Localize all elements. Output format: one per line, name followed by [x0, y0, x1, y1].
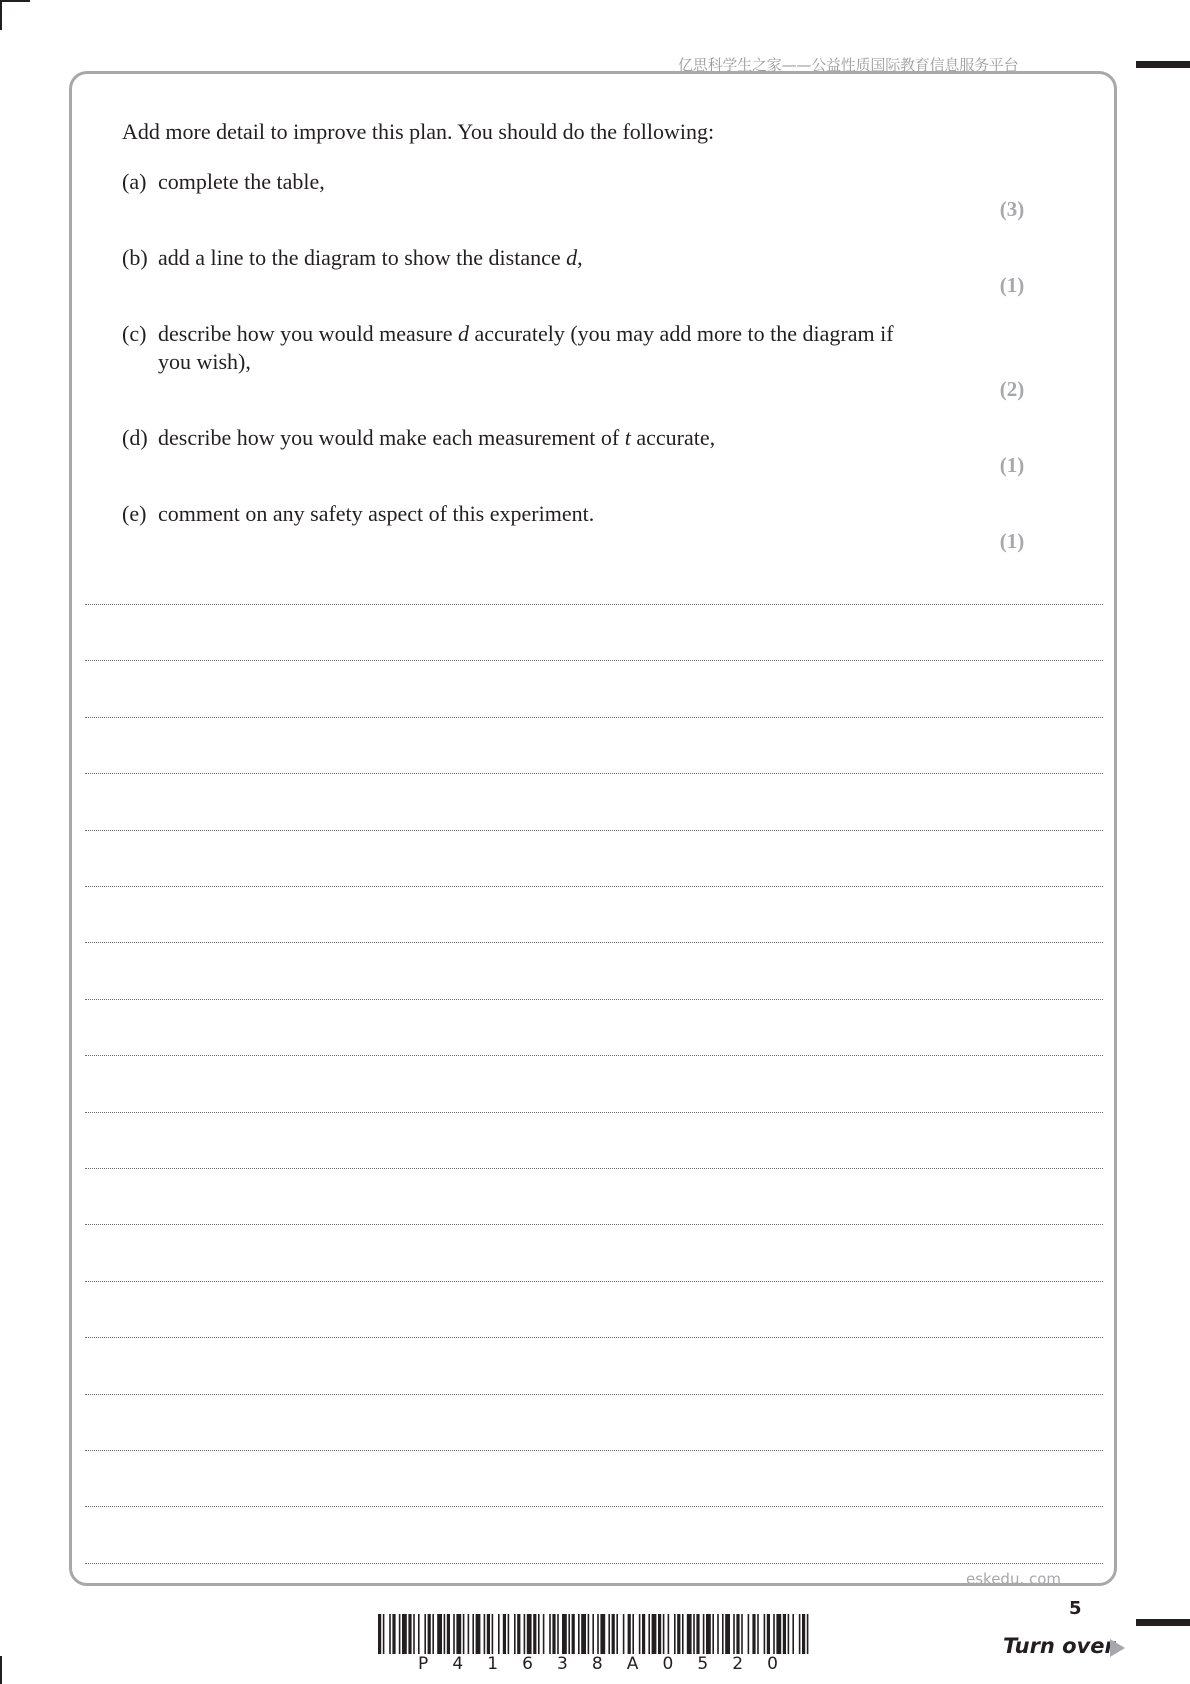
- barcode-bar: [717, 1614, 719, 1654]
- barcode-bar: [612, 1614, 615, 1654]
- barcode-bar: [773, 1614, 775, 1654]
- barcode-bar: [764, 1614, 766, 1654]
- answer-line[interactable]: [85, 1394, 1103, 1395]
- barcode-bar: [792, 1614, 794, 1654]
- barcode-bar: [608, 1614, 610, 1654]
- question-intro: Add more detail to improve this plan. You should do the following:: [122, 119, 715, 144]
- barcode-bar: [767, 1614, 770, 1654]
- barcode-bar: [648, 1614, 650, 1654]
- barcode-bar: [682, 1614, 684, 1654]
- barcode-digit: 0: [767, 1654, 778, 1674]
- barcode-digit: 5: [697, 1654, 709, 1674]
- barcode-bar: [623, 1614, 625, 1654]
- barcode-bar: [799, 1614, 801, 1654]
- barcode-bar: [693, 1614, 695, 1654]
- barcode-bar: [428, 1614, 431, 1654]
- barcode-bar: [600, 1614, 605, 1654]
- barcode-bar: [802, 1614, 805, 1654]
- barcode-bar: [524, 1614, 526, 1654]
- barcode-bar: [736, 1614, 739, 1654]
- barcode-bar: [628, 1614, 631, 1654]
- part-text: describe how you would measure d accurately (you may add more to the diagram if you wish),: [158, 321, 894, 374]
- footer-watermark: eskedu. com: [966, 1570, 1062, 1588]
- barcode-bar: [514, 1614, 516, 1654]
- marks-part-c: (2): [999, 377, 1025, 401]
- barcode-bar: [639, 1614, 641, 1654]
- barcode-bar: [616, 1614, 618, 1654]
- barcode-bar: [668, 1614, 670, 1654]
- barcode-bar: [543, 1614, 545, 1654]
- barcode-bar: [562, 1614, 567, 1654]
- barcode-bar: [424, 1614, 426, 1654]
- crop-mark-bottom-left: [0, 1656, 2, 1684]
- part-text: describe how you would make each measurement of t accurate,: [158, 425, 716, 450]
- barcode-bar: [453, 1614, 455, 1654]
- barcode-bar: [476, 1614, 481, 1654]
- barcode-bar: [783, 1614, 786, 1654]
- barcode-digit: A: [626, 1654, 639, 1674]
- barcode-bar: [392, 1614, 395, 1654]
- barcode-bar: [658, 1614, 661, 1654]
- barcode-bar: [413, 1614, 415, 1654]
- answer-line[interactable]: [85, 1337, 1103, 1338]
- answer-line[interactable]: [85, 604, 1103, 605]
- marks-part-b: (1): [999, 273, 1025, 297]
- answer-line[interactable]: [85, 717, 1103, 718]
- barcode-bar: [498, 1614, 500, 1654]
- barcode-bar: [517, 1614, 520, 1654]
- header-watermark: 亿思科学生之家——公益性质国际教育信息服务平台: [678, 56, 1019, 74]
- part-label: (a): [122, 169, 147, 194]
- barcode-bar: [447, 1614, 450, 1654]
- barcode-bar: [487, 1614, 490, 1654]
- barcode-bar: [632, 1614, 634, 1654]
- barcode-bar: [552, 1614, 555, 1654]
- barcode-bar: [674, 1614, 676, 1654]
- barcode-bar: [538, 1614, 540, 1654]
- barcode-bar: [642, 1614, 645, 1654]
- barcode-digit: 0: [662, 1654, 674, 1674]
- barcode-bar: [389, 1614, 391, 1654]
- barcode-bar: [408, 1614, 411, 1654]
- barcode-bar: [706, 1614, 711, 1654]
- part-text: comment on any safety aspect of this experiment.: [158, 501, 595, 526]
- barcode-digit: 8: [591, 1654, 603, 1674]
- marks-part-e: (1): [999, 529, 1025, 553]
- barcode-digit: 1: [487, 1654, 499, 1674]
- marks-part-a: (3): [999, 197, 1025, 221]
- marks-part-d: (1): [999, 453, 1025, 477]
- turn-over-label: Turn over: [1003, 1634, 1115, 1658]
- barcode-bar: [572, 1614, 575, 1654]
- barcode-digit: 4: [452, 1654, 464, 1674]
- barcode-bar: [663, 1614, 665, 1654]
- answer-line[interactable]: [85, 942, 1103, 943]
- answer-line[interactable]: [85, 886, 1103, 887]
- barcode-bar: [807, 1614, 809, 1654]
- barcode-bar: [418, 1614, 420, 1654]
- barcode-bar: [578, 1614, 580, 1654]
- barcode-bar: [703, 1614, 705, 1654]
- barcode-bar: [557, 1614, 559, 1654]
- crop-mark-top-left-horizontal: [0, 0, 30, 2]
- barcode-bar: [399, 1614, 401, 1654]
- barcode-digits: [418, 1654, 778, 1674]
- barcode-bar: [696, 1614, 699, 1654]
- barcode-bar: [788, 1614, 790, 1654]
- barcode-bar: [752, 1614, 755, 1654]
- barcode-bar: [741, 1614, 743, 1654]
- part-label: (d): [122, 425, 148, 450]
- barcode-digit: 2: [732, 1654, 744, 1674]
- barcode-bar: [472, 1614, 474, 1654]
- part-text: complete the table,: [158, 169, 325, 194]
- barcode-bar: [776, 1614, 781, 1654]
- barcode-bar: [503, 1614, 506, 1654]
- barcode-bar: [725, 1614, 730, 1654]
- barcode-bar: [687, 1614, 692, 1654]
- barcode-bar: [733, 1614, 735, 1654]
- barcode-bar: [592, 1614, 594, 1654]
- barcode-bar: [484, 1614, 486, 1654]
- answer-line[interactable]: [85, 1055, 1103, 1056]
- barcode-digit: 3: [557, 1654, 568, 1674]
- barcode-bar: [463, 1614, 465, 1654]
- answer-line[interactable]: [85, 1563, 1103, 1564]
- part-label: (c): [122, 321, 147, 346]
- barcode-bar: [568, 1614, 570, 1654]
- answer-frame: [69, 71, 1117, 1586]
- edge-tab-bottom-right: [1136, 1619, 1190, 1626]
- barcode-bar: [677, 1614, 680, 1654]
- answer-line[interactable]: [85, 660, 1103, 661]
- answer-line[interactable]: [85, 1112, 1103, 1113]
- barcode-bar: [597, 1614, 599, 1654]
- barcode-bar: [748, 1614, 750, 1654]
- answer-line[interactable]: [85, 1224, 1103, 1225]
- barcode-digit: 6: [522, 1654, 533, 1674]
- barcode-bar: [508, 1614, 510, 1654]
- answer-line[interactable]: [85, 830, 1103, 831]
- barcode-bar: [492, 1614, 494, 1654]
- barcode-digit: P: [418, 1654, 429, 1674]
- barcode-bar: [456, 1614, 461, 1654]
- crop-mark-top-left-vertical: [0, 0, 2, 30]
- barcode-bar: [722, 1614, 724, 1654]
- barcode-bar: [712, 1614, 714, 1654]
- part-label: (e): [122, 501, 147, 526]
- barcode: [378, 1614, 810, 1658]
- part-label: (b): [122, 245, 148, 270]
- barcode-bar: [383, 1614, 385, 1654]
- barcode-bar: [527, 1614, 532, 1654]
- barcode-bar: [581, 1614, 586, 1654]
- answer-line[interactable]: [85, 1281, 1103, 1282]
- barcode-bar: [549, 1614, 551, 1654]
- barcode-bar: [468, 1614, 470, 1654]
- edge-tab-top-right: [1136, 61, 1190, 68]
- barcode-bar: [432, 1614, 434, 1654]
- answer-line[interactable]: [85, 1450, 1103, 1451]
- barcode-bar: [402, 1614, 407, 1654]
- page-number: 5: [1069, 1598, 1082, 1619]
- barcode-bar: [757, 1614, 759, 1654]
- turn-over-arrow-icon: [1110, 1639, 1125, 1657]
- answer-line[interactable]: [85, 1168, 1103, 1169]
- answer-line[interactable]: [85, 999, 1103, 1000]
- barcode-bar: [652, 1614, 657, 1654]
- barcode-bar: [444, 1614, 446, 1654]
- barcode-bar: [533, 1614, 536, 1654]
- barcode-bar: [378, 1614, 381, 1654]
- barcode-bar: [437, 1614, 442, 1654]
- answer-line[interactable]: [85, 773, 1103, 774]
- part-text: add a line to the diagram to show the distance d,: [158, 245, 583, 270]
- answer-line[interactable]: [85, 1506, 1103, 1507]
- barcode-bar: [588, 1614, 590, 1654]
